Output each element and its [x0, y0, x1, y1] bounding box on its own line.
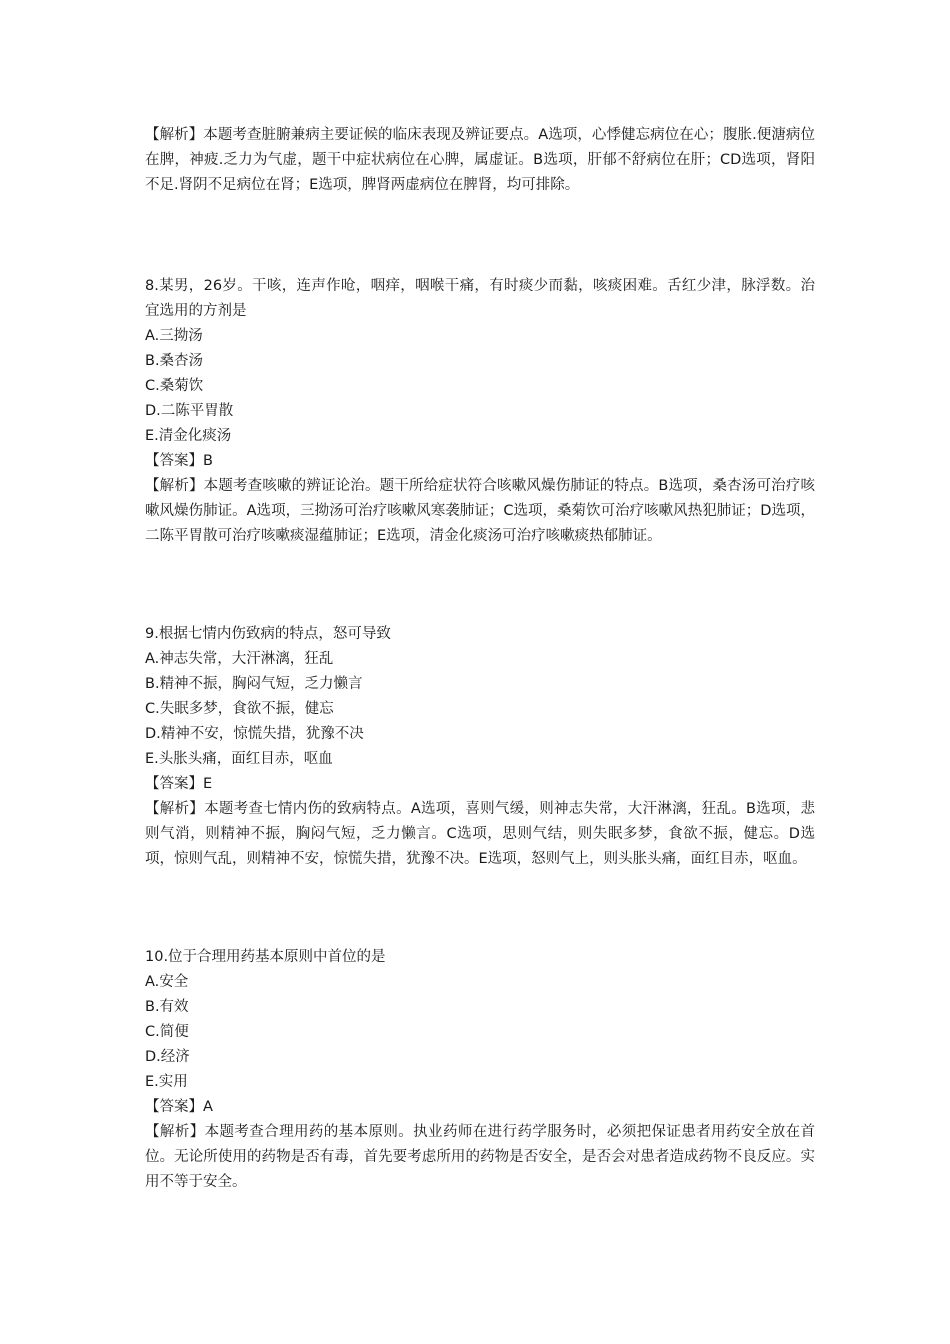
answer: 【答案】B — [145, 453, 213, 469]
analysis: 【解析】本题考查合理用药的基本原则。执业药师在进行药学服务时，必须把保证患者用药安全放在首位。无论所使用的药物是否有毒，首先要考虑所用的药物是否安全，是否会对患者造成药物不良反应。实用不等于安全。 — [145, 1124, 815, 1190]
question-stem: 9.根据七情内伤致病的特点，怒可导致 — [145, 626, 391, 642]
option-a: A.三拗汤 — [145, 328, 203, 344]
option-a: A.神志失常，大汗淋漓，狂乱 — [145, 651, 334, 667]
option-e: E.清金化痰汤 — [145, 428, 232, 444]
question-stem: 10.位于合理用药基本原则中首位的是 — [145, 949, 386, 965]
option-d: D.二陈平胃散 — [145, 403, 234, 419]
question-stem: 8.某男，26岁。干咳，连声作呛，咽痒，咽喉干痛，有时痰少而黏，咳痰困难。舌红少津，脉浮数。治宜选用的方剂是 — [145, 278, 815, 319]
answer: 【答案】A — [145, 1099, 213, 1115]
question-9 — [145, 622, 815, 872]
option-e: E.实用 — [145, 1074, 188, 1090]
option-c: C.失眠多梦，食欲不振，健忘 — [145, 701, 334, 717]
option-c: C.桑菊饮 — [145, 378, 204, 394]
answer: 【答案】E — [145, 776, 213, 792]
option-a: A.安全 — [145, 974, 189, 990]
question-10 — [145, 945, 815, 1195]
question-8 — [145, 274, 815, 549]
option-d: D.精神不安，惊慌失措，犹豫不决 — [145, 726, 364, 742]
analysis: 【解析】本题考查七情内伤的致病特点。A选项，喜则气缓，则神志失常，大汗淋漓，狂乱。B选项，悲则气消，则精神不振，胸闷气短，乏力懒言。C选项，思则气结，则失眠多梦，食欲不振，健忘。D选项，惊则气乱，则精神不安，惊慌失措，犹豫不决。E选项，怒则气上，则头胀头痛，面红目赤，呕血。 — [145, 801, 815, 867]
option-e: E.头胀头痛，面红目赤，呕血 — [145, 751, 333, 767]
option-c: C.简便 — [145, 1024, 189, 1040]
option-b: B.有效 — [145, 999, 189, 1015]
analysis: 【解析】本题考查咳嗽的辨证论治。题干所给症状符合咳嗽风燥伤肺证的特点。B选项，桑杏汤可治疗咳嗽风燥伤肺证。A选项，三拗汤可治疗咳嗽风寒袭肺证；C选项，桑菊饮可治疗咳嗽风热犯肺证；D选项，二陈平胃散可治疗咳嗽痰湿蕴肺证；E选项，清金化痰汤可治疗咳嗽痰热郁肺证。 — [145, 478, 815, 544]
intro-block — [145, 123, 815, 198]
option-d: D.经济 — [145, 1049, 190, 1065]
option-b: B.桑杏汤 — [145, 353, 204, 369]
option-b: B.精神不振，胸闷气短，乏力懒言 — [145, 676, 363, 692]
intro-analysis: 【解析】本题考查脏腑兼病主要证候的临床表现及辨证要点。A选项，心悸健忘病位在心；腹胀.便溏病位在脾，神疲.乏力为气虚，题干中症状病位在心脾，属虚证。B选项，肝郁不舒病位在肝；CD选项，肾阳不足.肾阴不足病位在肾；E选项，脾肾两虚病位在脾肾，均可排除。 — [145, 127, 815, 193]
